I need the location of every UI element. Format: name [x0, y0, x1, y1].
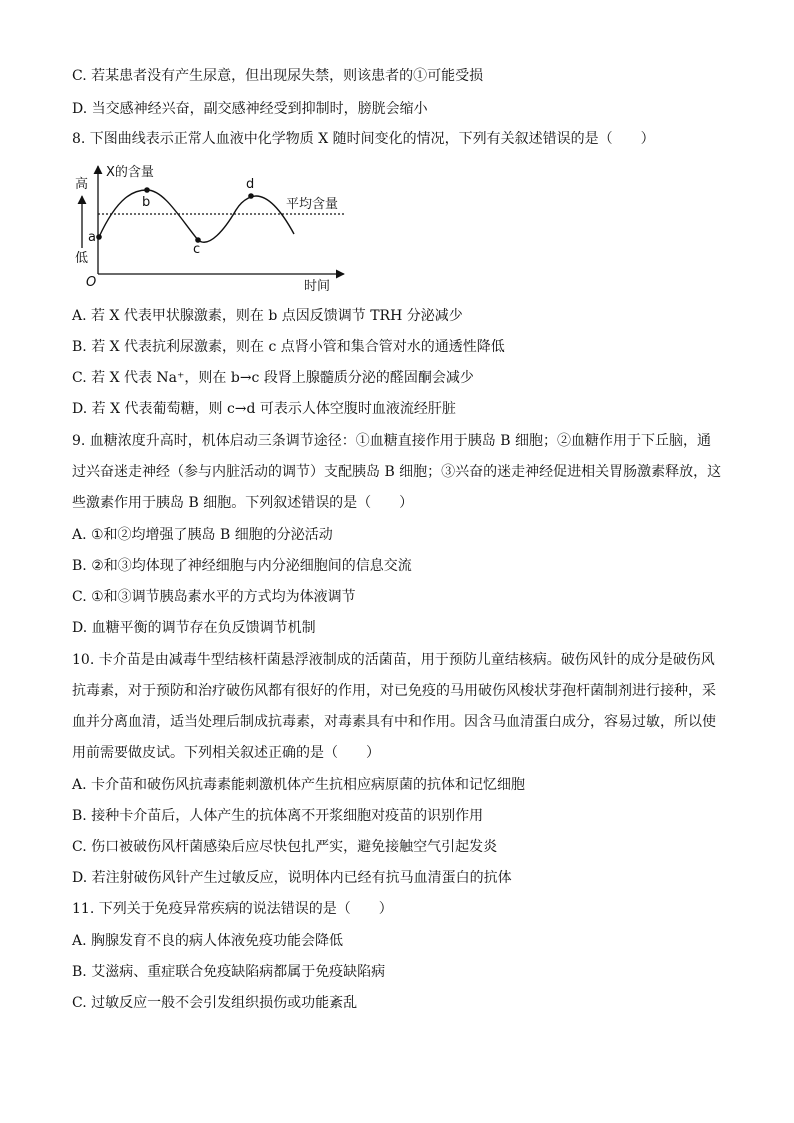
q10-option-a: A. 卡介苗和破伤风抗毒素能刺激机体产生抗相应病原菌的抗体和记忆细胞 — [72, 777, 526, 793]
q9-option-a: A. ①和②均增强了胰岛 B 细胞的分泌活动 — [72, 527, 333, 543]
q7-option-c: C. 若某患者没有产生尿意，但出现尿失禁，则该患者的①可能受损 — [72, 68, 484, 84]
q9-stem-line-2: 过兴奋迷走神经（参与内脏活动的调节）支配胰岛 B 细胞；③兴奋的迷走神经促进相关胃肠激素释放，这 — [72, 464, 722, 480]
y-axis-title: X的含量 — [106, 165, 154, 180]
q10-option-c: C. 伤口被破伤风杆菌感染后应尽快包扎严实，避免接触空气引起发炎 — [72, 839, 498, 855]
q9-stem-line-3: 些激素作用于胰岛 B 细胞。下列叙述错误的是（ ） — [72, 495, 414, 511]
q7-option-d: D. 当交感神经兴奋，副交感神经受到抑制时，膀胱会缩小 — [72, 101, 428, 117]
point-b — [144, 187, 150, 193]
high-label: 高 — [75, 177, 89, 192]
q10-stem-line-2: 抗毒素，对于预防和治疗破伤风都有很好的作用，对已免疫的马用破伤风梭状芽孢杆菌制剂进行接种，采 — [72, 683, 716, 699]
q11-stem: 11. 下列关于免疫异常疾病的说法错误的是（ ） — [72, 901, 393, 917]
q8-option-a: A. 若 X 代表甲状腺激素，则在 b 点因反馈调节 TRH 分泌减少 — [72, 308, 463, 324]
point-d — [248, 193, 254, 199]
q11-option-a: A. 胸腺发育不良的病人体液免疫功能会降低 — [72, 933, 344, 949]
q10-option-b: B. 接种卡介苗后，人体产生的抗体离不开浆细胞对疫苗的识别作用 — [72, 808, 484, 824]
low-label: 低 — [75, 251, 89, 266]
average-label: 平均含量 — [286, 197, 339, 212]
q10-option-d: D. 若注射破伤风针产生过敏反应，说明体内已经有抗马血清蛋白的抗体 — [72, 870, 512, 886]
q9-option-c: C. ①和③调节胰岛素水平的方式均为体液调节 — [72, 589, 356, 605]
q11-option-c: C. 过敏反应一般不会引发组织损伤或功能紊乱 — [72, 995, 358, 1011]
q10-stem-line-3: 血并分离血清，适当处理后制成抗毒素，对毒素具有中和作用。因含马血清蛋白成分，容易过敏，所以使 — [72, 714, 716, 730]
q9-option-b: B. ②和③均体现了神经细胞与内分泌细胞间的信息交流 — [72, 558, 412, 574]
point-a-label: a — [88, 230, 96, 245]
x-content-graph — [68, 160, 358, 292]
q10-stem-line-1: 10. 卡介苗是由减毒牛型结核杆菌悬浮液制成的活菌苗，用于预防儿童结核病。破伤风针的成分是破伤风 — [72, 652, 715, 668]
point-c-label: c — [193, 242, 201, 257]
q10-stem-line-4: 用前需要做皮试。下列相关叙述正确的是（ ） — [72, 745, 380, 761]
point-b-label: b — [142, 195, 151, 210]
q8-option-c: C. 若 X 代表 Na⁺，则在 b→c 段肾上腺髓质分泌的醛固酮会减少 — [72, 370, 474, 386]
q11-option-b: B. 艾滋病、重症联合免疫缺陷病都属于免疫缺陷病 — [72, 964, 386, 980]
x-curve — [99, 190, 294, 242]
q8-option-d: D. 若 X 代表葡萄糖，则 c→d 可表示人体空腹时血液流经肝脏 — [72, 401, 456, 417]
q8-stem: 8. 下图曲线表示正常人血液中化学物质 X 随时间变化的情况，下列有关叙述错误的是（ ） — [72, 131, 655, 147]
q8-option-b: B. 若 X 代表抗利尿激素，则在 c 点肾小管和集合管对水的通透性降低 — [72, 339, 505, 355]
origin-label: O — [86, 275, 97, 290]
q9-option-d: D. 血糖平衡的调节存在负反馈调节机制 — [72, 620, 316, 636]
q9-stem-line-1: 9. 血糖浓度升高时，机体启动三条调节途径：①血糖直接作用于胰岛 B 细胞；②血糖作用于下丘脑，通 — [72, 433, 711, 449]
x-axis-title: 时间 — [304, 279, 331, 292]
point-a — [96, 234, 102, 240]
point-d-label: d — [246, 177, 255, 192]
